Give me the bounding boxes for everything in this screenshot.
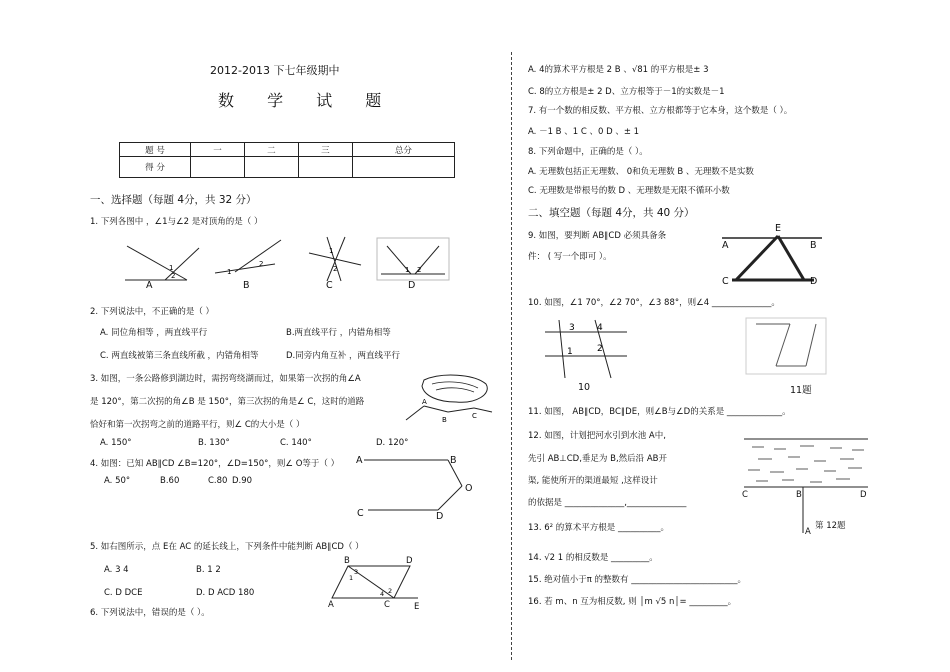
q3-option-a: A. 150° — [100, 438, 132, 448]
q9-point-b: B — [810, 240, 817, 251]
exam-title: 2012-2013 下七年级期中 — [210, 64, 340, 77]
q5-point-e: E — [414, 602, 420, 612]
q10-angle-4: 4 — [597, 323, 603, 333]
q1-figure-a — [125, 240, 205, 288]
q12-caption: 第 12题 — [815, 521, 846, 531]
q2-option-d: D.同旁内角互补 ，两直线平行 — [286, 351, 400, 361]
q3-option-d: D. 120° — [376, 438, 409, 448]
q4-option-b: B.60 — [160, 476, 180, 486]
question-12-line4: 的依据是 ______________,______________ — [528, 498, 687, 508]
q10-caption: 10 — [578, 382, 591, 393]
q10-angle-2: 2 — [597, 344, 603, 354]
q1-figure-d — [377, 238, 449, 280]
svg-text:2: 2 — [417, 266, 422, 274]
section-heading-2: 二、填空题（每题 4分，共 40 分） — [528, 207, 695, 219]
question-3-line3: 恰好和第一次拐弯之前的道路平行，则∠ C的大小是（ ） — [90, 420, 305, 430]
q10-angle-1: 1 — [567, 347, 573, 357]
q5-angle-3: 3 — [354, 568, 359, 576]
svg-text:1: 1 — [169, 264, 174, 272]
question-14: 14. √2 1 的相反数是 _________。 — [528, 553, 658, 563]
q9-point-e: E — [775, 223, 782, 234]
score-cell[interactable] — [352, 157, 454, 178]
q9-point-d: D — [810, 276, 818, 287]
q7-options: A. －1 B 、1 C 、0 D 、± 1 — [528, 127, 640, 137]
score-table — [119, 142, 455, 178]
exam-subtitle: 数 学 试 题 — [218, 91, 396, 110]
q3-option-b: B. 130° — [198, 438, 230, 448]
q5-option-c: C. D DCE — [104, 588, 143, 598]
q8-options-ab: A. 无理数包括正无理数、 0和负无理数 B 、无理数不是实数 — [528, 167, 754, 177]
q1-label-c: C — [326, 280, 333, 291]
q5-point-c: C — [384, 600, 390, 610]
svg-text:B: B — [442, 416, 447, 424]
q8-options-cd: C. 无理数是带根号的数 D 、无理数是无限不循环小数 — [528, 186, 730, 196]
question-12-line1: 12. 如图，计划把河水引到水池 A中, — [528, 431, 666, 441]
question-7: 7. 有一个数的相反数、平方根、立方根都等于它本身，这个数是（ ）。 — [528, 106, 793, 116]
q12-point-a: A — [805, 527, 811, 537]
question-4: 4. 如图：已知 AB∥CD ∠B=120°，∠D=150°，则∠ O等于（ ） — [90, 459, 340, 469]
svg-text:1: 1 — [227, 268, 232, 276]
q5-option-d: D. D ACD 180 — [196, 588, 255, 598]
q10-figure — [545, 318, 630, 380]
q3-lake-figure — [402, 372, 494, 426]
question-8: 8. 下列命题中，正确的是（ ）。 — [528, 147, 648, 157]
question-12-line2: 先引 AB⊥CD,垂足为 B,然后沿 AB开 — [528, 454, 668, 464]
question-3-line1: 3. 如图，一条公路修到湖边时，需拐弯绕湖而过，如果第一次拐的角∠A — [90, 374, 361, 384]
svg-text:2: 2 — [333, 265, 338, 273]
question-3-line2: 是 120°，第二次拐的角∠B 是 150°，第三次拐的角是∠ C，这时的道路 — [90, 397, 365, 407]
q11-figure — [746, 318, 826, 374]
q5-option-b: B. 1 2 — [196, 565, 221, 575]
score-header-cell: 总分 — [352, 143, 454, 157]
q12-point-b: B — [796, 490, 802, 500]
q1-figure-c — [305, 235, 365, 283]
score-cell[interactable] — [191, 157, 245, 178]
q12-point-d: D — [860, 490, 867, 500]
q5-angle-2: 2 — [388, 587, 393, 595]
q10-angle-3: 3 — [569, 323, 575, 333]
section-heading: 一、选择题（每题 4分，共 32 分） — [90, 194, 257, 206]
q1-figure-b — [215, 238, 285, 280]
q12-river-figure — [744, 437, 870, 537]
svg-text:2: 2 — [171, 272, 176, 280]
question-12-line3: 渠, 能使所开的渠道最短 ,这样设计 — [528, 476, 658, 486]
q4-point-c: C — [357, 508, 364, 519]
svg-text:2: 2 — [259, 260, 264, 268]
q6-options-ab: A. 4的算术平方根是 2 B 、√81 的平方根是± 3 — [528, 65, 709, 75]
q1-label-d: D — [408, 280, 416, 291]
question-6: 6. 下列说法中，错误的是（ ）。 — [90, 608, 210, 618]
q5-point-a: A — [328, 600, 334, 610]
q4-option-c: C.80 — [208, 476, 228, 486]
score-header-cell: 二 — [244, 143, 298, 157]
svg-text:C: C — [472, 412, 477, 420]
question-1: 1. 下列各图中 ，∠1与∠2 是对顶角的是（ ） — [90, 217, 263, 227]
svg-text:1: 1 — [405, 266, 410, 274]
score-row-label: 得 分 — [120, 157, 191, 178]
question-13: 13. 6² 的算术平方根是 __________。 — [528, 523, 669, 533]
score-header-cell: 一 — [191, 143, 245, 157]
q3-option-c: C. 140° — [280, 438, 312, 448]
question-9-line2: 件： ( 写一个即可 ）。 — [528, 252, 612, 262]
score-cell[interactable] — [244, 157, 298, 178]
score-header-cell: 题 号 — [120, 143, 191, 157]
q1-label-a: A — [146, 280, 153, 291]
q6-options-cd: C. 8的立方根是± 2 D、立方根等于－1的实数是－1 — [528, 87, 725, 97]
q4-point-o: O — [465, 483, 473, 494]
score-cell[interactable] — [298, 157, 352, 178]
q9-point-c: C — [722, 276, 729, 287]
q2-option-b: B.两直线平行 ，内错角相等 — [286, 328, 391, 338]
question-11: 11. 如图， AB∥CD，BC∥DE，则∠B与∠D的关系是 _____________。 — [528, 407, 791, 417]
q2-option-a: A. 同位角相等 ，两直线平行 — [100, 328, 208, 338]
question-2: 2. 下列说法中，不正确的是（ ） — [90, 307, 215, 317]
svg-text:1: 1 — [329, 247, 334, 255]
q5-point-d: D — [406, 556, 413, 566]
q1-label-b: B — [243, 280, 250, 291]
question-9-line1: 9. 如图，要判断 AB∥CD 必须具备条 — [528, 231, 667, 241]
svg-text:A: A — [422, 398, 427, 406]
q5-figure — [328, 562, 420, 608]
question-15: 15. 绝对值小于π 的整数有 _________________________。 — [528, 575, 746, 585]
question-16: 16. 若 m、n 互为相反数, 则 │m √5 n│= _________。 — [528, 597, 737, 607]
column-divider — [511, 52, 512, 660]
q4-figure — [350, 452, 480, 522]
q4-point-a: A — [356, 455, 363, 466]
question-5: 5. 如右图所示，点 E在 AC 的延长线上，下列条件中能判断 AB∥CD（ ） — [90, 542, 364, 552]
q4-option-a: A. 50° — [104, 476, 131, 486]
q12-point-c: C — [742, 490, 748, 500]
question-10: 10. 如图，∠1 70°，∠2 70°，∠3 88°，则∠4 ______________。 — [528, 298, 780, 308]
q4-point-b: B — [450, 455, 457, 466]
q5-angle-1: 1 — [349, 574, 354, 582]
q4-point-d: D — [436, 511, 444, 522]
q5-point-b: B — [344, 556, 350, 566]
q5-angle-4: 4 — [380, 590, 385, 598]
q9-point-a: A — [722, 240, 729, 251]
q5-option-a: A. 3 4 — [104, 565, 129, 575]
q2-option-c: C. 两直线被第三条直线所截 ，内错角相等 — [100, 351, 259, 361]
q11-caption: 11题 — [790, 385, 812, 396]
q4-option-d: D.90 — [232, 476, 253, 486]
score-header-cell: 三 — [298, 143, 352, 157]
